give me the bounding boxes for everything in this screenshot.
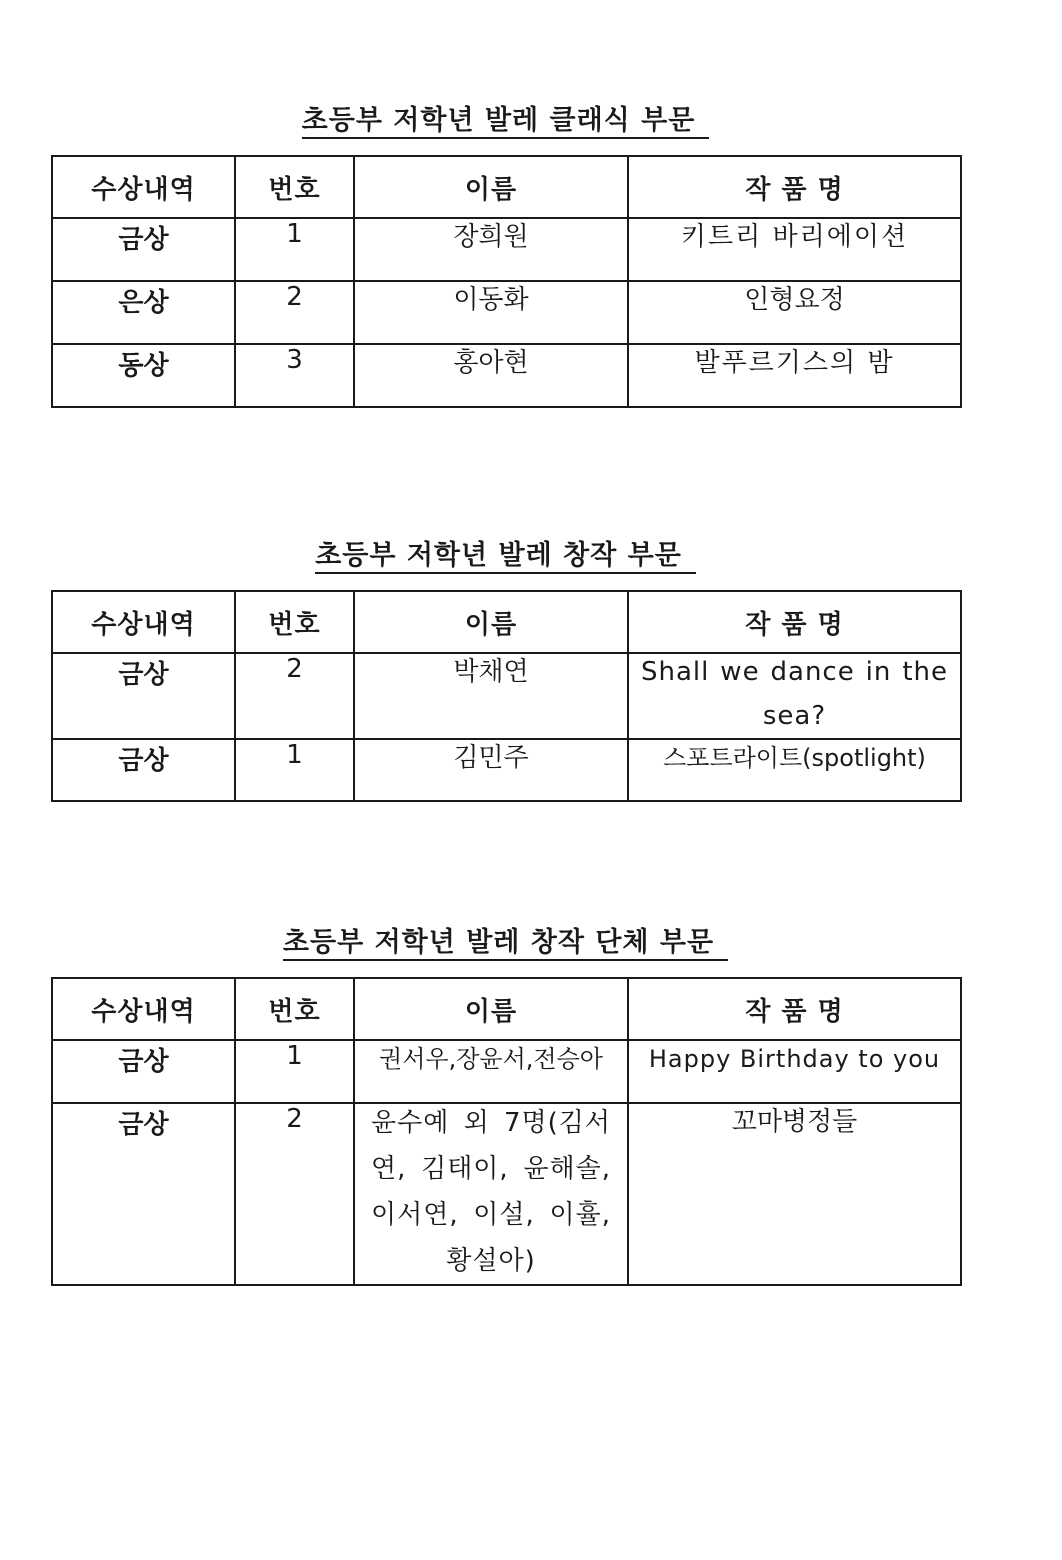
header-number: 번호 (235, 978, 354, 1040)
name-cell (354, 653, 628, 739)
name-text: 홍아현 (453, 348, 529, 378)
name-cell (354, 1040, 628, 1103)
work-text: 키트리 바리에이션 (680, 222, 909, 252)
name-cell (354, 344, 628, 407)
work-cell (628, 739, 961, 801)
section-title-text: 초등부 저학년 발레 창작 부문 (315, 540, 696, 574)
header-work: 작 품 명 (628, 156, 961, 218)
section-title-text: 초등부 저학년 발레 창작 단체 부문 (283, 927, 728, 961)
header-name: 이름 (354, 156, 628, 218)
header-work: 작 품 명 (628, 978, 961, 1040)
work-cell (628, 281, 961, 344)
work-cell (628, 653, 961, 739)
table-row (52, 653, 961, 739)
header-award: 수상내역 (52, 591, 235, 653)
name-cell (354, 281, 628, 344)
award-cell: 동상 (52, 344, 235, 407)
award-cell: 금상 (52, 1103, 235, 1285)
award-cell: 금상 (52, 1040, 235, 1103)
section-title (51, 539, 960, 574)
work-text: 인형요정 (744, 285, 845, 315)
award-cell: 금상 (52, 739, 235, 801)
award-table (51, 155, 962, 408)
table-row (52, 218, 961, 281)
name-text: 이동화 (453, 285, 529, 315)
header-number: 번호 (235, 591, 354, 653)
number-cell: 1 (235, 218, 354, 281)
name-text: 김민주 (453, 743, 529, 773)
name-text: 윤수예 외 7명(김서연, 김태이, 윤해솔, 이서연, 이설, 이휼, 황설아) (371, 1108, 611, 1276)
name-text: 박채연 (453, 657, 529, 687)
table-header-row (52, 978, 961, 1040)
header-name: 이름 (354, 591, 628, 653)
work-cell (628, 344, 961, 407)
work-text: 스포트라이트(spotlight) (663, 744, 926, 772)
number-cell: 2 (235, 281, 354, 344)
work-text: 발푸르기스의 밤 (694, 348, 895, 378)
work-text: Shall we dance in the sea? (641, 657, 948, 731)
number-cell: 3 (235, 344, 354, 407)
name-cell (354, 739, 628, 801)
award-cell: 금상 (52, 218, 235, 281)
name-cell (354, 1103, 628, 1285)
number-cell: 1 (235, 739, 354, 801)
header-number: 번호 (235, 156, 354, 218)
header-award: 수상내역 (52, 156, 235, 218)
number-cell: 1 (235, 1040, 354, 1103)
award-cell: 금상 (52, 653, 235, 739)
award-table (51, 590, 962, 802)
section-title (51, 104, 960, 139)
name-text: 장희원 (453, 222, 529, 252)
name-text: 권서우,장윤서,전승아 (379, 1045, 603, 1073)
table-header-row (52, 156, 961, 218)
header-work: 작 품 명 (628, 591, 961, 653)
work-text: Happy Birthday to you (648, 1045, 941, 1073)
section-title (51, 926, 960, 961)
number-cell: 2 (235, 1103, 354, 1285)
award-table (51, 977, 962, 1286)
award-cell: 은상 (52, 281, 235, 344)
header-award: 수상내역 (52, 978, 235, 1040)
work-cell (628, 1103, 961, 1285)
table-row (52, 739, 961, 801)
table-row (52, 1103, 961, 1285)
number-cell: 2 (235, 653, 354, 739)
section-title-text: 초등부 저학년 발레 클래식 부문 (302, 105, 710, 139)
table-header-row (52, 591, 961, 653)
work-cell (628, 1040, 961, 1103)
table-row (52, 1040, 961, 1103)
name-cell (354, 218, 628, 281)
header-name: 이름 (354, 978, 628, 1040)
work-cell (628, 218, 961, 281)
table-row (52, 281, 961, 344)
table-row (52, 344, 961, 407)
work-text: 꼬마병정들 (731, 1107, 858, 1137)
